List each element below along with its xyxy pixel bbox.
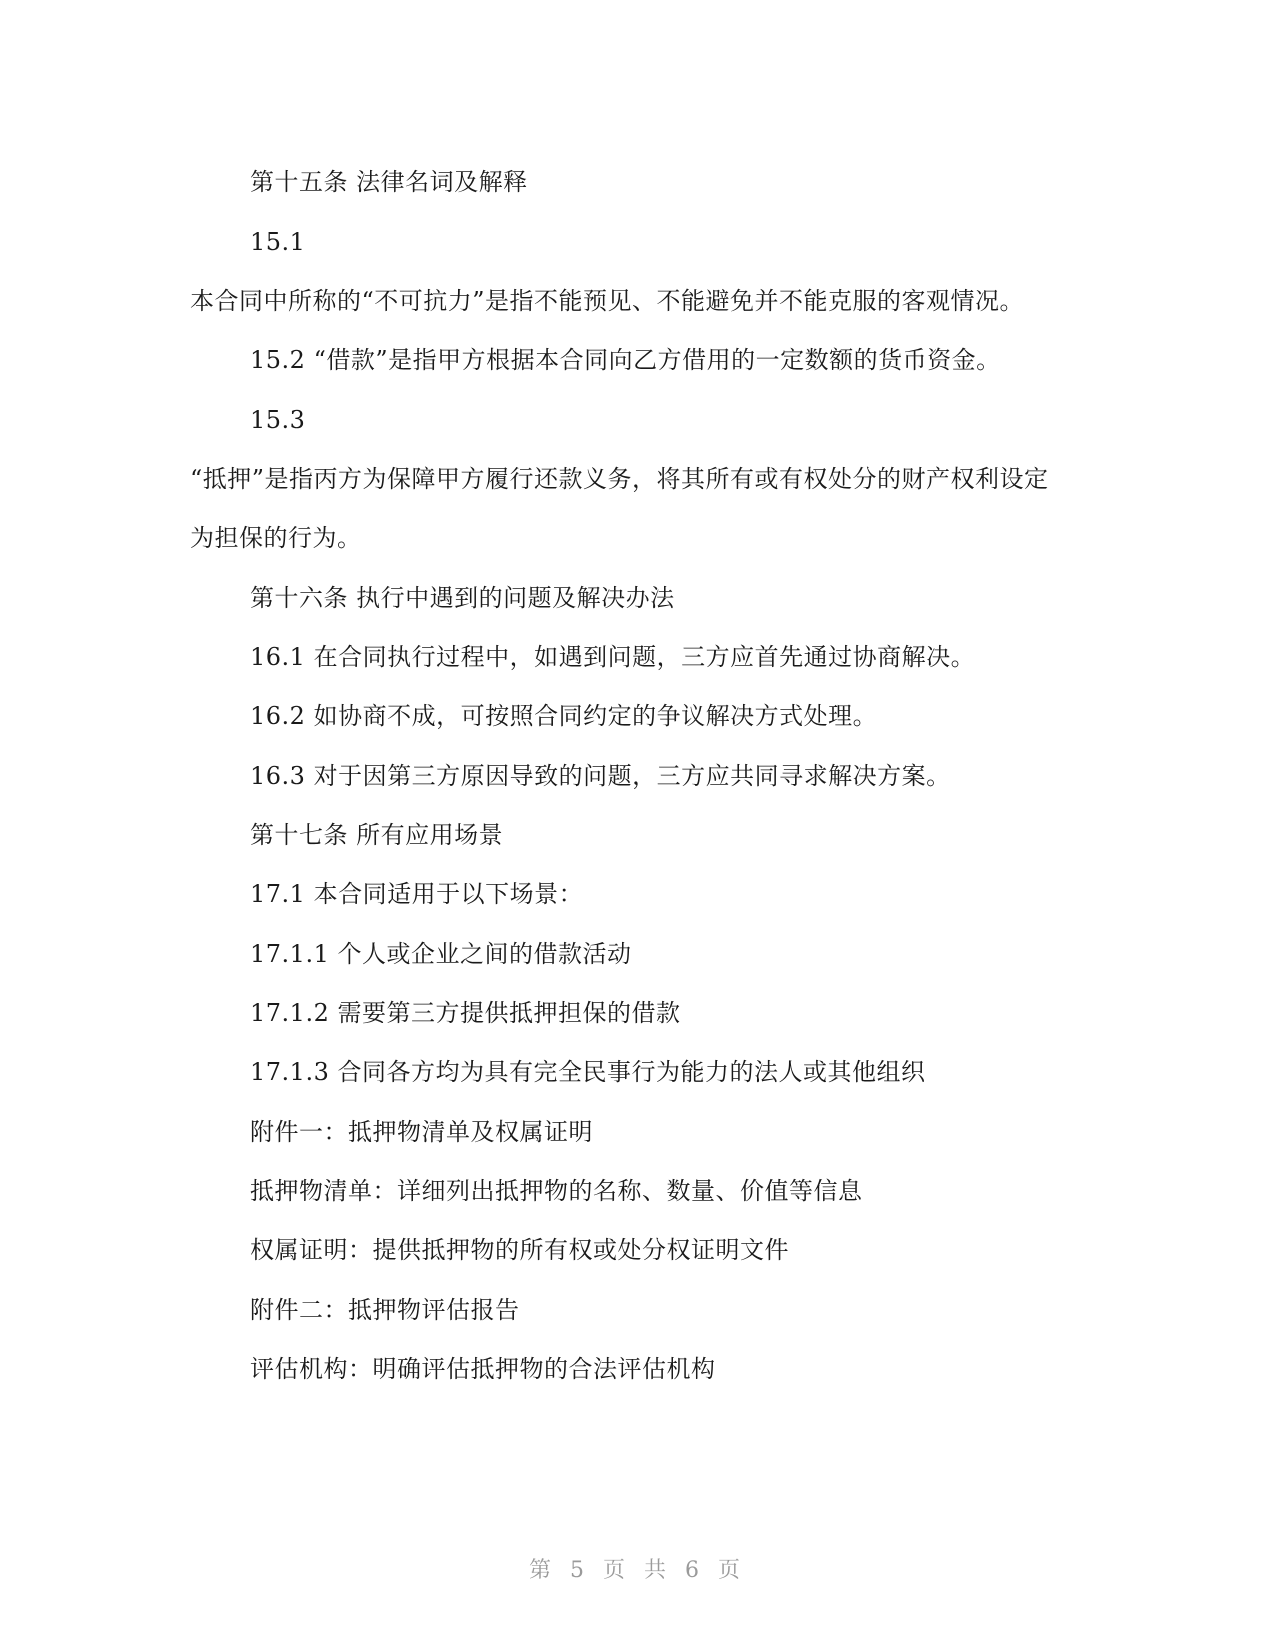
clause-16-1: 16.1 在合同执行过程中，如遇到问题，三方应首先通过协商解决。 [250,643,976,671]
article-15-heading: 第十五条 法律名词及解释 [250,168,528,196]
appendix-1-heading: 附件一：抵押物清单及权属证明 [250,1118,593,1146]
appendix-1-ownership-proof: 权属证明：提供抵押物的所有权或处分权证明文件 [250,1236,789,1264]
clause-17-1-3: 17.1.3 合同各方均为具有完全民事行为能力的法人或其他组织 [250,1058,926,1086]
appendix-2-appraisal-agency: 评估机构：明确评估抵押物的合法评估机构 [250,1355,716,1383]
appendix-2-heading: 附件二：抵押物评估报告 [250,1296,520,1324]
clause-15-2: 15.2 “借款”是指甲方根据本合同向乙方借用的一定数额的货币资金。 [250,346,1001,374]
page-number-footer: 第 5 页 共 6 页 [529,1558,746,1583]
clause-15-1-number: 15.1 [250,228,306,256]
clause-15-3-number: 15.3 [250,406,306,434]
clause-15-3-text-line-1: “抵押”是指丙方为保障甲方履行还款义务，将其所有或有权处分的财产权利设定 [190,465,1049,493]
clause-15-1-text: 本合同中所称的“不可抗力”是指不能预见、不能避免并不能克服的客观情况。 [190,287,1025,315]
clause-17-1-2: 17.1.2 需要第三方提供抵押担保的借款 [250,999,681,1027]
article-17-heading: 第十七条 所有应用场景 [250,821,504,849]
clause-15-3-text-line-2: 为担保的行为。 [190,524,362,552]
clause-16-2: 16.2 如协商不成，可按照合同约定的争议解决方式处理。 [250,702,878,730]
clause-17-1-1: 17.1.1 个人或企业之间的借款活动 [250,940,632,968]
clause-16-3: 16.3 对于因第三方原因导致的问题，三方应共同寻求解决方案。 [250,762,951,790]
appendix-1-collateral-list: 抵押物清单：详细列出抵押物的名称、数量、价值等信息 [250,1177,863,1205]
clause-17-1: 17.1 本合同适用于以下场景： [250,880,584,908]
article-16-heading: 第十六条 执行中遇到的问题及解决办法 [250,584,675,612]
